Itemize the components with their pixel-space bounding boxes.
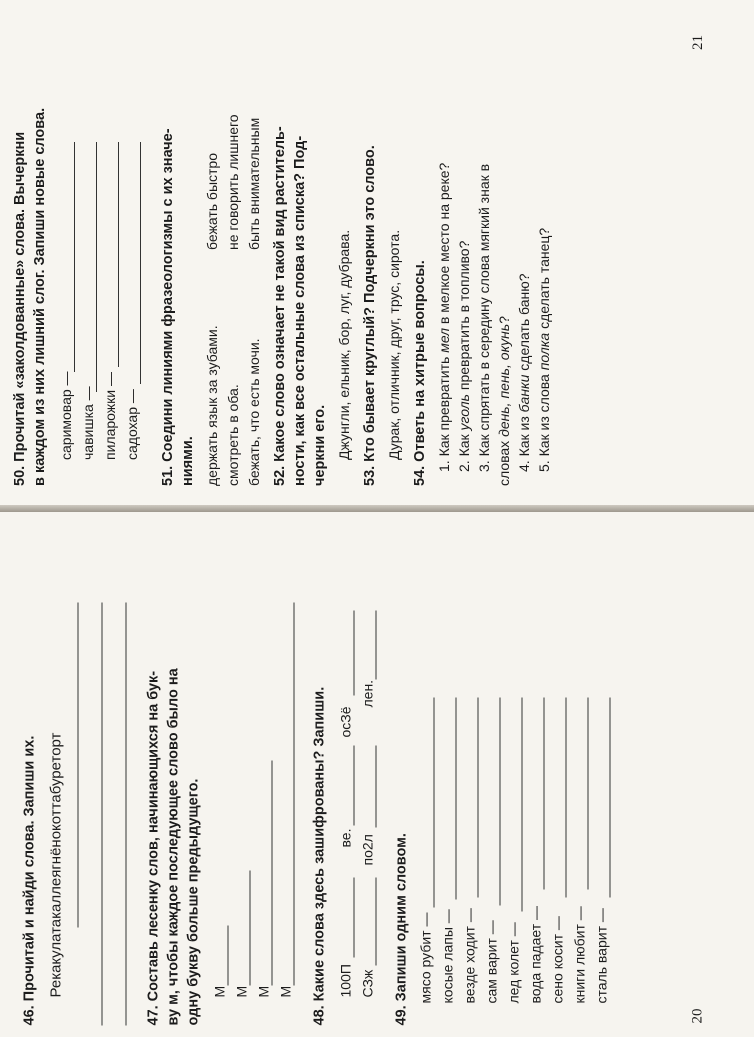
ex50-item: садохар — bbox=[124, 389, 140, 460]
question-4: 4. Как из банки сделать баню? bbox=[516, 273, 532, 472]
cipher: по2л bbox=[359, 834, 376, 866]
answer-line[interactable] bbox=[500, 698, 501, 906]
ladder-letter: М bbox=[211, 985, 228, 998]
cipher-line[interactable] bbox=[376, 746, 377, 828]
answer-line[interactable] bbox=[96, 142, 97, 392]
ladder-line[interactable] bbox=[272, 761, 273, 986]
phrase: сам варит — bbox=[483, 920, 500, 1004]
answer-line[interactable] bbox=[126, 603, 127, 1026]
cipher-line[interactable] bbox=[376, 611, 377, 680]
ex47-heading-1: 47. Составь лесенку слов, начинающихся на бук- bbox=[145, 670, 162, 1026]
ex50-item: пиларожки — bbox=[102, 372, 118, 460]
answer-line[interactable] bbox=[478, 698, 479, 898]
answer-line[interactable] bbox=[102, 603, 103, 1026]
cipher: лен. bbox=[359, 679, 376, 708]
idiom-meaning: быть внимательным bbox=[246, 117, 262, 250]
ex50-item: чавишка — bbox=[80, 386, 96, 460]
ex53-words[interactable]: Дурак, отличник, друг, трус, сирота. bbox=[386, 229, 402, 460]
ex52-words[interactable]: Джунгли, ельник, бор, луг, дубрава. bbox=[336, 229, 352, 460]
answer-line[interactable] bbox=[74, 142, 75, 372]
ex47-heading-3: одну букву больше предыдущего. bbox=[185, 778, 202, 1026]
ladder-line[interactable] bbox=[250, 871, 251, 986]
answer-line[interactable] bbox=[588, 698, 589, 890]
ladder-letter: М bbox=[277, 985, 294, 998]
page-left-content bbox=[0, 513, 754, 1037]
ex50-heading-2: в каждом из них лишний слог. Запиши новые слова. bbox=[32, 107, 48, 486]
question-3: 3. Как спрятать в середину слова мягкий знак в bbox=[476, 163, 492, 472]
question-3-cont: словах день, пень, окунь? bbox=[496, 315, 512, 486]
ladder-letter: М bbox=[233, 985, 250, 998]
phrase: мясо рубит — bbox=[417, 912, 434, 1004]
cipher-line[interactable] bbox=[354, 878, 355, 958]
phrase: косые лапы — bbox=[439, 909, 456, 1004]
phrase: книги любит — bbox=[571, 906, 588, 1004]
page-left bbox=[0, 512, 754, 1037]
ex52-heading-3: черкни его. bbox=[312, 404, 328, 486]
ex52-heading-1: 52. Какое слово означает не такой вид раститель- bbox=[272, 126, 288, 486]
cipher: СЗж bbox=[359, 969, 376, 998]
idiom: держать язык за зубами. bbox=[204, 325, 220, 486]
ex54-heading: 54. Ответь на хитрые вопросы. bbox=[412, 260, 428, 486]
cipher: ве. bbox=[337, 828, 354, 848]
phrase: сено косит — bbox=[549, 916, 566, 1004]
ex50-heading-1: 50. Прочитай «заколдованные» слова. Вычеркни bbox=[12, 131, 28, 486]
answer-line[interactable] bbox=[610, 698, 611, 898]
page-right-content bbox=[0, 0, 754, 512]
idiom-meaning: бежать быстро bbox=[204, 153, 220, 250]
ex51-heading-1: 51. Соедини линиями фразеологизмы с их значе- bbox=[160, 128, 176, 486]
ladder-line[interactable] bbox=[228, 926, 229, 986]
answer-line[interactable] bbox=[522, 698, 523, 912]
page-right bbox=[0, 0, 754, 512]
question-1: 1. Как превратить мел в мелкое место на реке? bbox=[436, 162, 452, 472]
answer-line[interactable] bbox=[140, 142, 141, 384]
phrase: вода падает — bbox=[527, 905, 544, 1004]
phrase: лед колет — bbox=[505, 922, 522, 1004]
idiom-meaning: не говорить лишнего bbox=[225, 114, 241, 250]
cipher-line[interactable] bbox=[376, 878, 377, 966]
page-number: 21 bbox=[690, 35, 706, 50]
ladder-line[interactable] bbox=[294, 603, 295, 986]
ex53-heading: 53. Кто бывает круглый? Подчеркни это слово. bbox=[362, 145, 378, 486]
ex46-letters: Рекакулатакаллеягнёнокоттабуреторт bbox=[47, 732, 65, 998]
ex50-item: саримовар — bbox=[58, 371, 74, 460]
ex51-heading-2: ниями. bbox=[180, 436, 196, 486]
cipher: осЗё bbox=[337, 706, 354, 738]
answer-line[interactable] bbox=[544, 698, 545, 890]
ex48-heading: 48. Какие слова здесь зашифрованы? Запиши. bbox=[311, 686, 328, 1026]
ex52-heading-2: ности, как все остальные слова из списка? Под- bbox=[292, 135, 308, 486]
ex47-heading-2: ву м, чтобы каждое последующее слово было на bbox=[165, 668, 182, 1026]
idiom: бежать, что есть мочи. bbox=[246, 338, 262, 486]
page-number: 20 bbox=[689, 1008, 706, 1024]
cipher-line[interactable] bbox=[354, 746, 355, 826]
answer-line[interactable] bbox=[78, 603, 79, 928]
cipher-line[interactable] bbox=[354, 611, 355, 696]
idiom: смотреть в оба. bbox=[225, 384, 241, 486]
ex49-heading: 49. Запиши одним словом. bbox=[393, 833, 410, 1026]
answer-line[interactable] bbox=[456, 698, 457, 900]
ex46-heading: 46. Прочитай и найди слова. Запиши их. bbox=[21, 735, 38, 1026]
answer-line[interactable] bbox=[566, 698, 567, 898]
question-2: 2. Как уголь превратить в топливо? bbox=[456, 240, 472, 472]
phrase: везде ходит — bbox=[461, 908, 478, 1004]
answer-line[interactable] bbox=[434, 698, 435, 908]
ladder-letter: М bbox=[255, 985, 272, 998]
cipher: 100П bbox=[337, 964, 354, 998]
answer-line[interactable] bbox=[118, 142, 119, 367]
question-5: 5. Как из слова полка сделать танец? bbox=[536, 227, 552, 472]
phrase: сталь варит — bbox=[593, 908, 610, 1004]
